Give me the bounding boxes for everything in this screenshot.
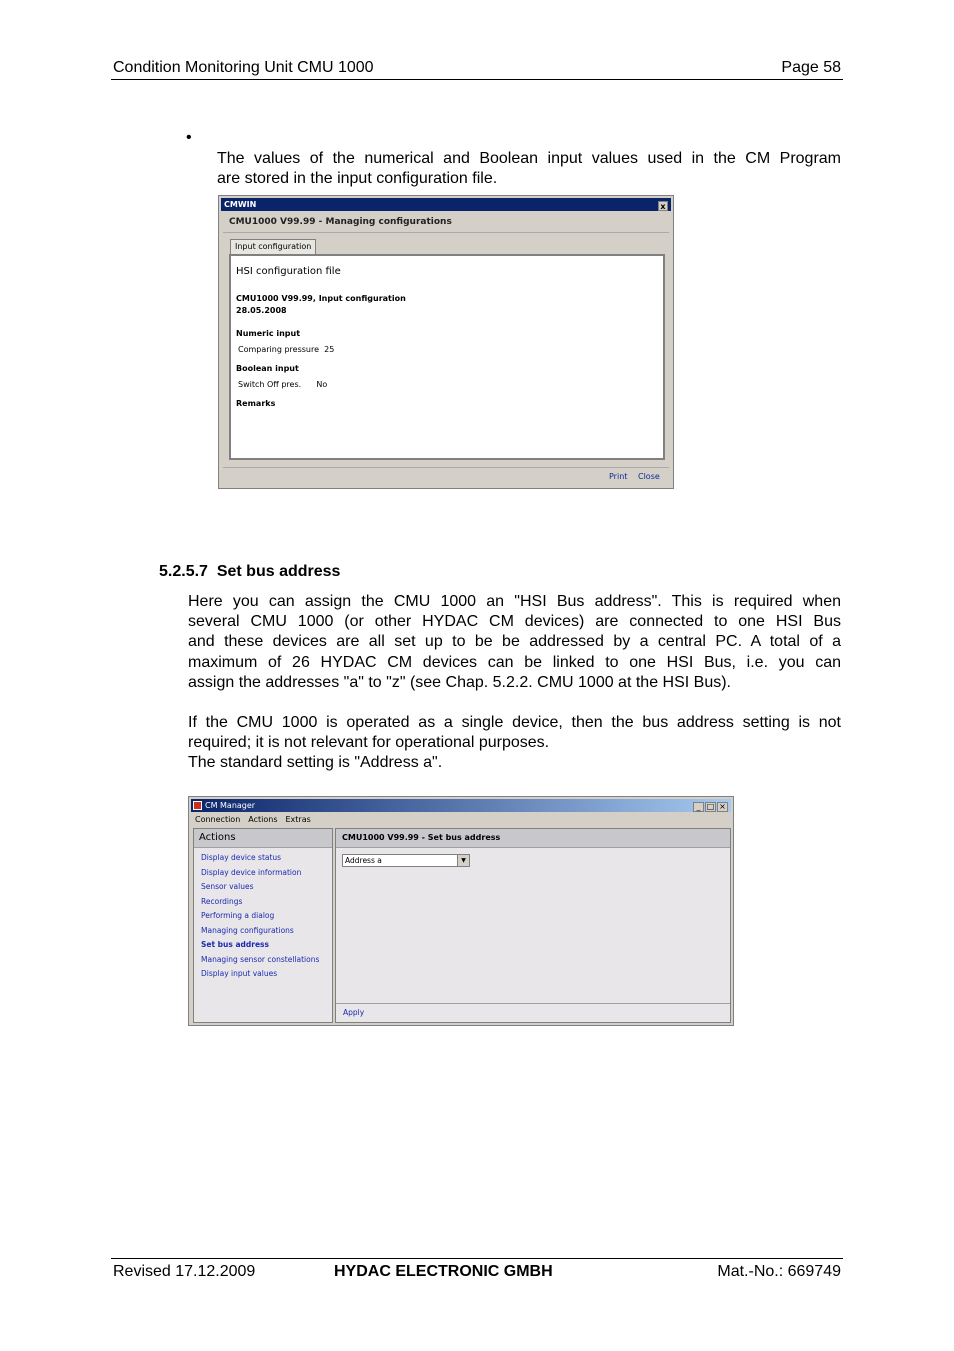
cm-manager-titlebar — [191, 799, 731, 812]
bullet: • — [186, 129, 192, 146]
header-title: Condition Monitoring Unit CMU 1000 — [113, 59, 374, 76]
cmwin-dialog — [218, 195, 674, 489]
close-button[interactable]: Close — [638, 472, 660, 481]
address-select-value: Address a — [345, 856, 382, 865]
action-managing-configurations[interactable]: Managing configurations — [201, 925, 294, 935]
close-icon[interactable]: × — [717, 802, 728, 812]
maximize-icon[interactable]: □ — [706, 802, 715, 811]
menu-bar — [193, 814, 311, 826]
window-controls — [693, 802, 728, 812]
paragraph-single-device — [188, 713, 841, 774]
para1-line-2: several CMU 1000 (or other HYDAC CM devices) are connected to one HSI Bus — [188, 613, 841, 631]
boolean-input-row: Switch Off pres. No — [238, 380, 328, 389]
para1-line-1: Here you can assign the CMU 1000 an "HSI Bus address". This is required when — [188, 593, 841, 610]
address-select[interactable] — [342, 854, 470, 867]
intro-paragraph — [217, 149, 841, 189]
cm-manager-title: CM Manager — [205, 801, 256, 810]
para2-line-3: The standard setting is "Address a". — [188, 754, 443, 772]
remarks-label: Remarks — [236, 399, 276, 408]
intro-line-1: The values of the numerical and Boolean input values used in the CM Program — [217, 150, 841, 167]
actions-header: Actions — [194, 829, 332, 848]
close-icon[interactable]: x — [658, 201, 668, 211]
action-display-device-status[interactable]: Display device status — [201, 853, 282, 862]
menu-connection[interactable]: Connection — [195, 815, 241, 824]
print-button[interactable]: Print — [609, 472, 628, 481]
boolean-input-label: Boolean input — [236, 364, 299, 373]
cmwin-title: CMWIN — [224, 200, 257, 209]
action-performing-a-dialog[interactable]: Performing a dialog — [201, 911, 275, 920]
section-number: 5.2.5.7 — [159, 563, 208, 580]
section-heading — [159, 563, 340, 581]
page-number: Page 58 — [781, 59, 841, 76]
intro-line-2: are stored in the input configuration file. — [217, 170, 498, 188]
action-managing-sensor-constellations[interactable]: Managing sensor constellations — [201, 954, 320, 964]
footer-rule — [111, 1258, 843, 1259]
action-recordings[interactable]: Recordings — [201, 896, 243, 906]
set-bus-address-panel — [335, 828, 731, 1023]
footer-material-number: Mat.-No.: 669749 — [717, 1263, 841, 1280]
footer-revised: Revised 17.12.2009 — [113, 1263, 256, 1280]
tab-input-configuration[interactable]: Input configuration — [230, 239, 316, 254]
config-panel — [229, 254, 665, 460]
footer-company: HYDAC ELECTRONIC GMBH — [334, 1263, 553, 1280]
config-date: 28.05.2008 — [236, 306, 287, 315]
minimize-icon[interactable]: _ — [693, 802, 704, 812]
section-title: Set bus address — [216, 563, 341, 580]
chevron-down-icon[interactable]: ▼ — [457, 855, 469, 866]
action-display-device-information[interactable]: Display device information — [201, 867, 302, 877]
numeric-input-label: Numeric input — [236, 329, 301, 338]
cmwin-footer — [223, 467, 669, 486]
action-display-input-values[interactable]: Display input values — [201, 969, 278, 978]
config-heading: HSI configuration file — [236, 266, 341, 277]
action-set-bus-address[interactable]: Set bus address — [201, 940, 269, 949]
header-rule — [111, 79, 843, 80]
para2-line-2: required; it is not relevant for operational purposes. — [188, 734, 550, 752]
panel-title: CMU1000 V99.99 - Set bus address — [336, 829, 730, 848]
action-sensor-values[interactable]: Sensor values — [201, 882, 254, 891]
menu-actions[interactable]: Actions — [248, 815, 278, 824]
apply-button[interactable]: Apply — [336, 1003, 730, 1022]
cmwin-subtitle: CMU1000 V99.99 - Managing configurations — [223, 212, 669, 233]
para1-line-5: assign the addresses "a" to "z" (see Chap. 5.2.2. CMU 1000 at the HSI Bus). — [188, 673, 731, 691]
paragraph-bus-address — [188, 592, 841, 693]
para1-line-4: maximum of 26 HYDAC CM devices can be linked to one HSI Bus, i.e. you can — [188, 653, 841, 671]
numeric-input-row: Comparing pressure 25 — [238, 345, 335, 354]
config-line: CMU1000 V99.99, Input configuration — [236, 294, 406, 303]
para2-line-1: If the CMU 1000 is operated as a single device, then the bus address setting is not — [188, 714, 841, 731]
para1-line-3: and these devices are all set up to be be addressed by a central PC. A total of a — [188, 633, 841, 651]
cm-manager-window — [188, 796, 734, 1026]
menu-extras[interactable]: Extras — [285, 815, 311, 824]
actions-panel — [193, 828, 333, 1023]
cmwin-titlebar — [221, 198, 671, 211]
app-icon — [193, 801, 202, 810]
